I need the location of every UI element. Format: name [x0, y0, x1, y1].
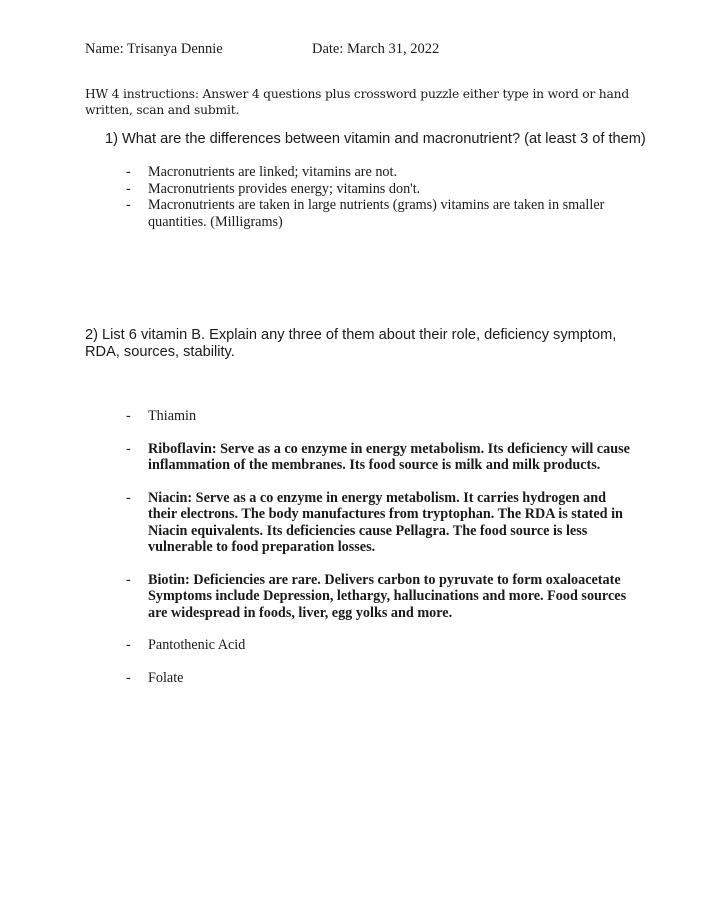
list-item	[126, 441, 636, 474]
answer-text: Biotin: Deficiencies are rare. Delivers carbon to pyruvate to form oxaloacetate Symptoms include Depression, lethargy, hallucinations and more. Food sources are widespread in foods, liver, egg yolks and more.	[148, 571, 627, 621]
list-item	[126, 572, 636, 622]
answer-text: Macronutrients are linked; vitamins are not.	[148, 164, 397, 180]
bullet-dash: -	[126, 440, 131, 457]
question-2: 2) List 6 vitamin B. Explain any three of them about their role, deficiency symptom, RDA, sources, stability.	[85, 327, 617, 360]
answer-text: Folate	[148, 669, 184, 686]
list-item	[126, 164, 636, 181]
question-1-answers	[126, 164, 636, 230]
bullet-dash: -	[126, 180, 131, 197]
question-2-answers	[126, 408, 636, 702]
question-1: 1) What are the differences between vitamin and macronutrient? (at least 3 of them)	[105, 131, 646, 147]
answer-text: Thiamin	[148, 408, 197, 424]
bullet-dash: -	[126, 571, 131, 588]
bullet-dash: -	[126, 669, 131, 686]
student-name: Name: Trisanya Dennie	[85, 41, 223, 57]
bullet-dash: -	[126, 164, 131, 180]
bullet-dash: -	[126, 637, 131, 653]
answer-text: Pantothenic Acid	[148, 637, 246, 653]
bullet-dash: -	[126, 197, 131, 213]
bullet-dash: -	[126, 489, 131, 506]
list-item	[126, 490, 636, 556]
bullet-dash: -	[126, 408, 131, 424]
list-item	[126, 181, 636, 198]
answer-text: Riboflavin: Serve as a co enzyme in energy metabolism. Its deficiency will cause inflammation of the membranes. Its food source is milk and milk products.	[148, 440, 630, 473]
assignment-date: Date: March 31, 2022	[312, 41, 440, 57]
answer-text: Niacin: Serve as a co enzyme in energy metabolism. It carries hydrogen and their electrons. The body manufactures from tryptophan. The RDA is stated in Niacin equivalents. Its deficiencies cause Pellagra. The food source is less vulnerable to food preparation losses.	[148, 489, 623, 555]
list-item	[126, 408, 636, 425]
list-item	[126, 197, 636, 230]
list-item	[126, 670, 636, 687]
answer-text: Macronutrients are taken in large nutrients (grams) vitamins are taken in smaller quantities. (Milligrams)	[148, 197, 605, 230]
hw-instructions: HW 4 instructions: Answer 4 questions plus crossword puzzle either type in word or hand written, scan and submit.	[85, 87, 630, 117]
answer-text: Macronutrients provides energy; vitamins don't.	[148, 180, 421, 197]
list-item	[126, 637, 636, 654]
